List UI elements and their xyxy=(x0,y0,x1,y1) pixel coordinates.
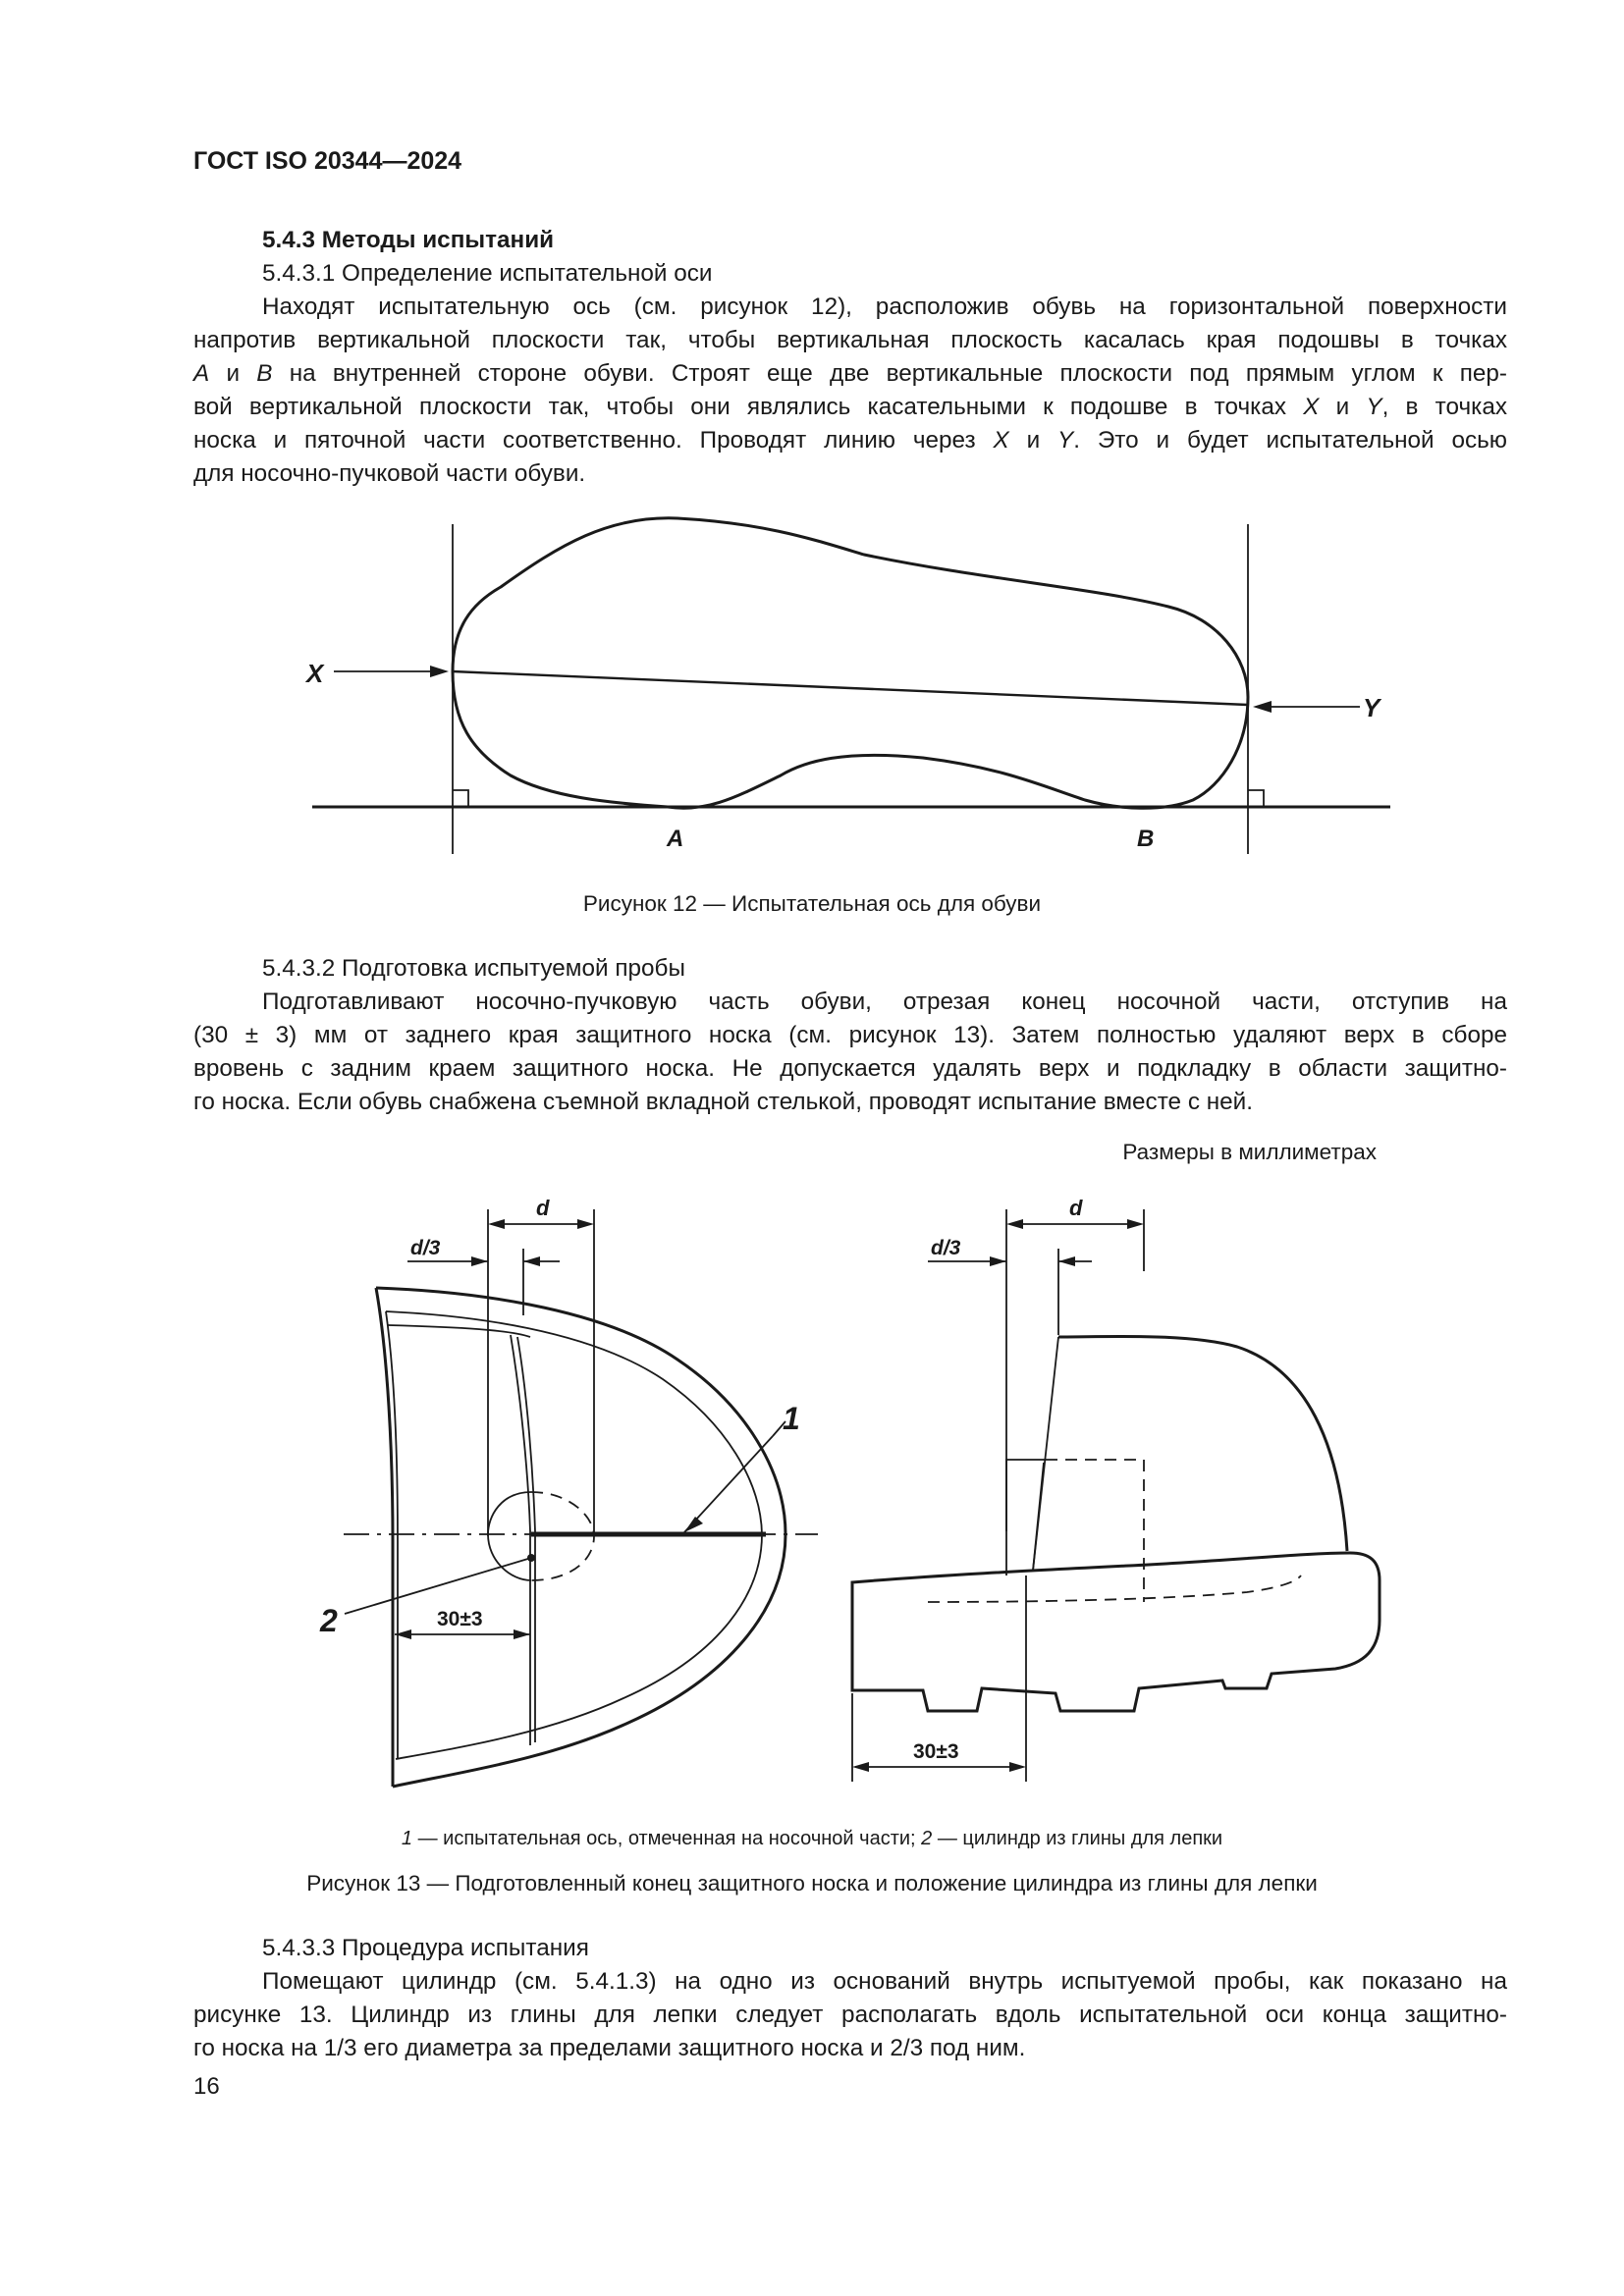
s2-line-3: вровень с задним краем защитного носка. Не допускается удалять верх и подкладку в области защитно- xyxy=(193,1055,1507,1082)
s2-line-1: Подготавливают носочно-пучковую часть обуви, отрезая конец носочной части, отступив на xyxy=(262,988,1507,1015)
section-heading: 5.4.3 Методы испытаний xyxy=(262,227,555,253)
units-note: Размеры в миллиметрах xyxy=(1122,1140,1377,1164)
figure-13-caption: Рисунок 13 — Подготовленный конец защитного носка и положение цилиндра из глины для лепки xyxy=(306,1871,1318,1896)
fig13l-leader-1 xyxy=(684,1436,773,1532)
subsection-heading-1: 5.4.3.1 Определение испытательной оси xyxy=(262,260,713,287)
fig12-label-a: A xyxy=(667,826,684,852)
s3-line-1: Помещают цилиндр (см. 5.4.1.3) на одно из оснований внутрь испытуемой пробы, как показано на xyxy=(262,1968,1507,1995)
fig13r-cylinder-hidden xyxy=(1046,1460,1144,1602)
fig13l-label-30: 30±3 xyxy=(437,1608,483,1630)
fig13l-toecap-outer xyxy=(376,1288,785,1787)
fig13l-cylinder-solid xyxy=(488,1492,531,1580)
subsection-heading-2: 5.4.3.2 Подготовка испытуемой пробы xyxy=(262,955,685,982)
s1-line-1: Находят испытательную ось (см. рисунок 12), расположив обувь на горизонтальной поверхности xyxy=(262,294,1507,320)
fig13r-label-d: d xyxy=(1069,1196,1083,1220)
fig13l-leader-2 xyxy=(345,1558,531,1614)
s1-line-4: вой вертикальной плоскости так, чтобы они являлись касательными к подошве в точках X и Y, в точках xyxy=(193,394,1507,420)
s1-line-3: A и B на внутренней стороне обуви. Строят еще две вертикальные плоскости под прямым углом к пер- xyxy=(193,360,1507,387)
s2-line-4: го носка. Если обувь снабжена съемной вкладной стелькой, проводят испытание вместе с ней. xyxy=(193,1089,1253,1115)
s2-line-2: (30 ± 3) мм от заднего края защитного носка (см. рисунок 13). Затем полностью удаляют верх в сборе xyxy=(193,1022,1507,1048)
subsection-heading-3: 5.4.3.3 Процедура испытания xyxy=(262,1935,589,1961)
fig13r-toecap-profile xyxy=(1058,1336,1347,1551)
fig12-label-b: B xyxy=(1137,826,1155,852)
fig13r-insole-hidden xyxy=(928,1575,1301,1602)
s1-line-5: носка и пяточной части соответственно. Проводят линию через X и Y. Это и будет испытательной осью xyxy=(193,427,1507,454)
s1-line-6: для носочно-пучковой части обуви. xyxy=(193,460,586,487)
fig13l-back-edge xyxy=(376,1288,393,1787)
figure-12-caption: Рисунок 12 — Испытательная ось для обуви xyxy=(582,891,1042,916)
fig13r-label-d3: d/3 xyxy=(931,1237,961,1259)
fig13l-label-d3: d/3 xyxy=(410,1237,441,1259)
s3-line-3: го носка на 1/3 его диаметра за пределами защитного носка и 2/3 под ним. xyxy=(193,2035,1026,2061)
s3-line-2: рисунке 13. Цилиндр из глины для лепки следует располагать вдоль испытательной оси конца защитно- xyxy=(193,2002,1507,2028)
fig13l-label-2: 2 xyxy=(320,1603,338,1638)
s1-line-2: напротив вертикальной плоскости так, чтобы вертикальная плоскость касалась края подошвы в точках xyxy=(193,327,1507,353)
document-header: ГОСТ ISO 20344—2024 xyxy=(193,147,462,175)
fig13l-label-1: 1 xyxy=(783,1401,800,1436)
fig13r-label-30: 30±3 xyxy=(913,1740,959,1763)
fig13l-label-d: d xyxy=(536,1196,550,1220)
figure-13-legend: 1 — испытательная ось, отмеченная на носочной части; 2 — цилиндр из глины для лепки xyxy=(401,1828,1223,1849)
fig12-label-x: X xyxy=(306,659,324,688)
fig12-label-y: Y xyxy=(1363,693,1380,722)
page-number: 16 xyxy=(193,2073,220,2100)
